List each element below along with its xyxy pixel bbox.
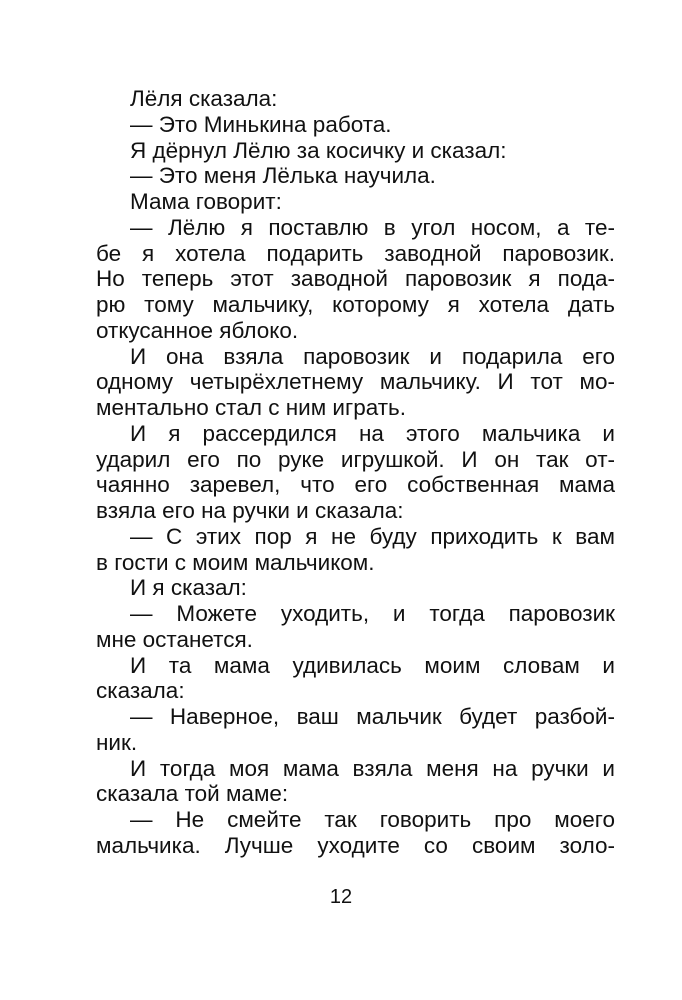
text-line: взяла его на ручки и сказала:	[96, 498, 404, 523]
text-line: сказала той маме:	[96, 781, 289, 807]
text-line: Лёля сказала:	[130, 86, 278, 111]
text-line: Но теперь этот заводной паровозик я пода-	[96, 266, 615, 292]
text-line: — Лёлю я поставлю в угол носом, а те-	[130, 214, 615, 240]
text-line: ник.	[96, 729, 138, 755]
text-line: И та мама удивилась моим словам и	[130, 652, 615, 678]
text-line: бе я хотела подарить заводной паровозик.	[96, 240, 615, 266]
text-line: — Это Минькина работа.	[130, 111, 392, 137]
text-line: — Можете уходить, и тогда паровозик	[130, 601, 615, 626]
text-line: откусанное яблоко.	[96, 317, 299, 343]
text-line: И она взяла паровозик и подарила его	[130, 343, 615, 369]
text-line: И я сказал:	[130, 575, 247, 601]
text-line: мне останется.	[96, 626, 253, 652]
text-line: И я рассердился на этого мальчика и	[130, 420, 615, 446]
text-line: — Наверное, ваш мальчик будет разбой-	[130, 704, 615, 729]
text-line: Я дёрнул Лёлю за косичку и сказал:	[130, 137, 507, 163]
text-line: И тогда моя мама взяла меня на ручки и	[130, 755, 615, 781]
text-line: — Не смейте так говорить про моего	[130, 807, 615, 832]
text-line: ударил его по руке игрушкой. И он так от-	[96, 446, 615, 472]
text-line: — С этих пор я не буду приходить к вам	[130, 523, 615, 549]
text-line: сказала:	[96, 678, 185, 704]
text-line: Мама говорит:	[130, 189, 282, 214]
text-line: — Это меня Лёлька научила.	[130, 163, 436, 189]
text-line: ментально стал с ним играть.	[96, 395, 407, 420]
body-text	[96, 86, 615, 859]
page-number: 12	[329, 886, 353, 908]
text-line: в гости с моим мальчиком.	[96, 549, 375, 575]
text-line: одному четырёхлетнему мальчику. И тот мо-	[96, 369, 615, 395]
text-line: рю тому мальчику, которому я хотела дать	[96, 292, 615, 317]
text-line: мальчика. Лучше уходите со своим золо-	[96, 832, 615, 858]
text-line: чаянно заревел, что его собственная мама	[96, 472, 615, 498]
